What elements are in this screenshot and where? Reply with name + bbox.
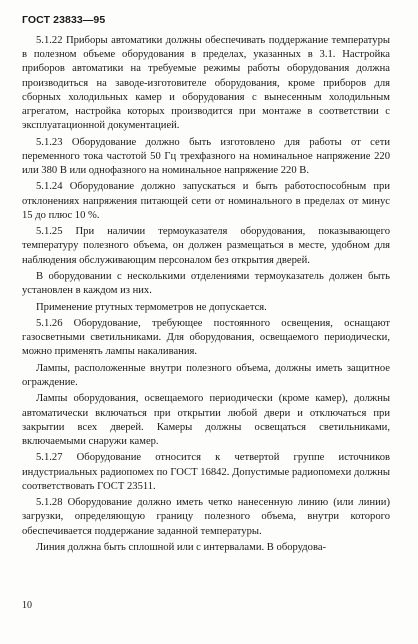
document-body [22, 34, 390, 555]
paragraph-lamps-auto: Лампы оборудования, освещаемого периодически (кроме камер), должны автоматически включаться при открытии любой двери и отключаться при закрытии всех дверей. Камеры должны освещаться светильниками, включаемыми снаружи камер. [22, 393, 390, 447]
page-number: 10 [22, 600, 32, 611]
paragraph-thermo-sections: В оборудовании с несколькими отделениями термоуказатель должен быть установлен в каждом из них. [22, 271, 390, 297]
paragraph-5-1-26: 5.1.26 Оборудование, требующее постоянного освещения, оснащают газосветными светильниками. Для оборудования, освещаемого периодически, можно применять лампы накаливания. [22, 317, 390, 358]
paragraph-lamps-guard: Лампы, расположенные внутри полезного объема, должны иметь защитное ограждение. [22, 362, 390, 388]
paragraph-5-1-24: 5.1.24 Оборудование должно запускаться и быть работоспособным при отклонениях напряжения питающей сети от номинального в пределах от минус 15 до плюс 10 %. [22, 181, 390, 221]
standard-header: ГОСТ 23833—95 [22, 14, 106, 26]
paragraph-load-line: Линия должна быть сплошной или с интервалами. В оборудова- [36, 541, 327, 553]
paragraph-5-1-23: 5.1.23 Оборудование должно быть изготовлено для работы от сети переменного тока частотой 50 Гц трехфазного на номинальное напряжение 220 или 380 В или однофазного на номинальное напряжение 220 В. [22, 136, 390, 177]
paragraph-5-1-27: 5.1.27 Оборудование относится к четвертой группе источников индустриальных радиопомех по ГОСТ 16842. Допустимые радиопомехи должны соответствовать ГОСТ 23511. [22, 452, 390, 492]
paragraph-5-1-22: 5.1.22 Приборы автоматики должны обеспечивать поддержание температуры в полезном объеме оборудования в пределах, указанных в 3.1. Настройка приборов автоматики на требуемые режимы работы оборудования должна производиться на заводе-изготовителе оборудования, кроме приборов для сборных холодильных камер и оборудования с вынесенным холодильным агрегатом, настройка которых производится при монтаже в соответствии с эксплуатационной документацией. [22, 35, 390, 132]
paragraph-5-1-25: 5.1.25 При наличии термоуказателя оборудования, показывающего температуру полезного объема, он должен размещаться в месте, удобном для наблюдения обслуживающим персоналом без открытия дверей. [22, 226, 390, 266]
paragraph-5-1-28: 5.1.28 Оборудование должно иметь четко нанесенную линию (или линии) загрузки, определяющую границу полезного объема, внутри которого обеспечивается поддержание заданной температуры. [22, 497, 390, 537]
paragraph-mercury: Применение ртутных термометров не допускается. [36, 301, 267, 313]
